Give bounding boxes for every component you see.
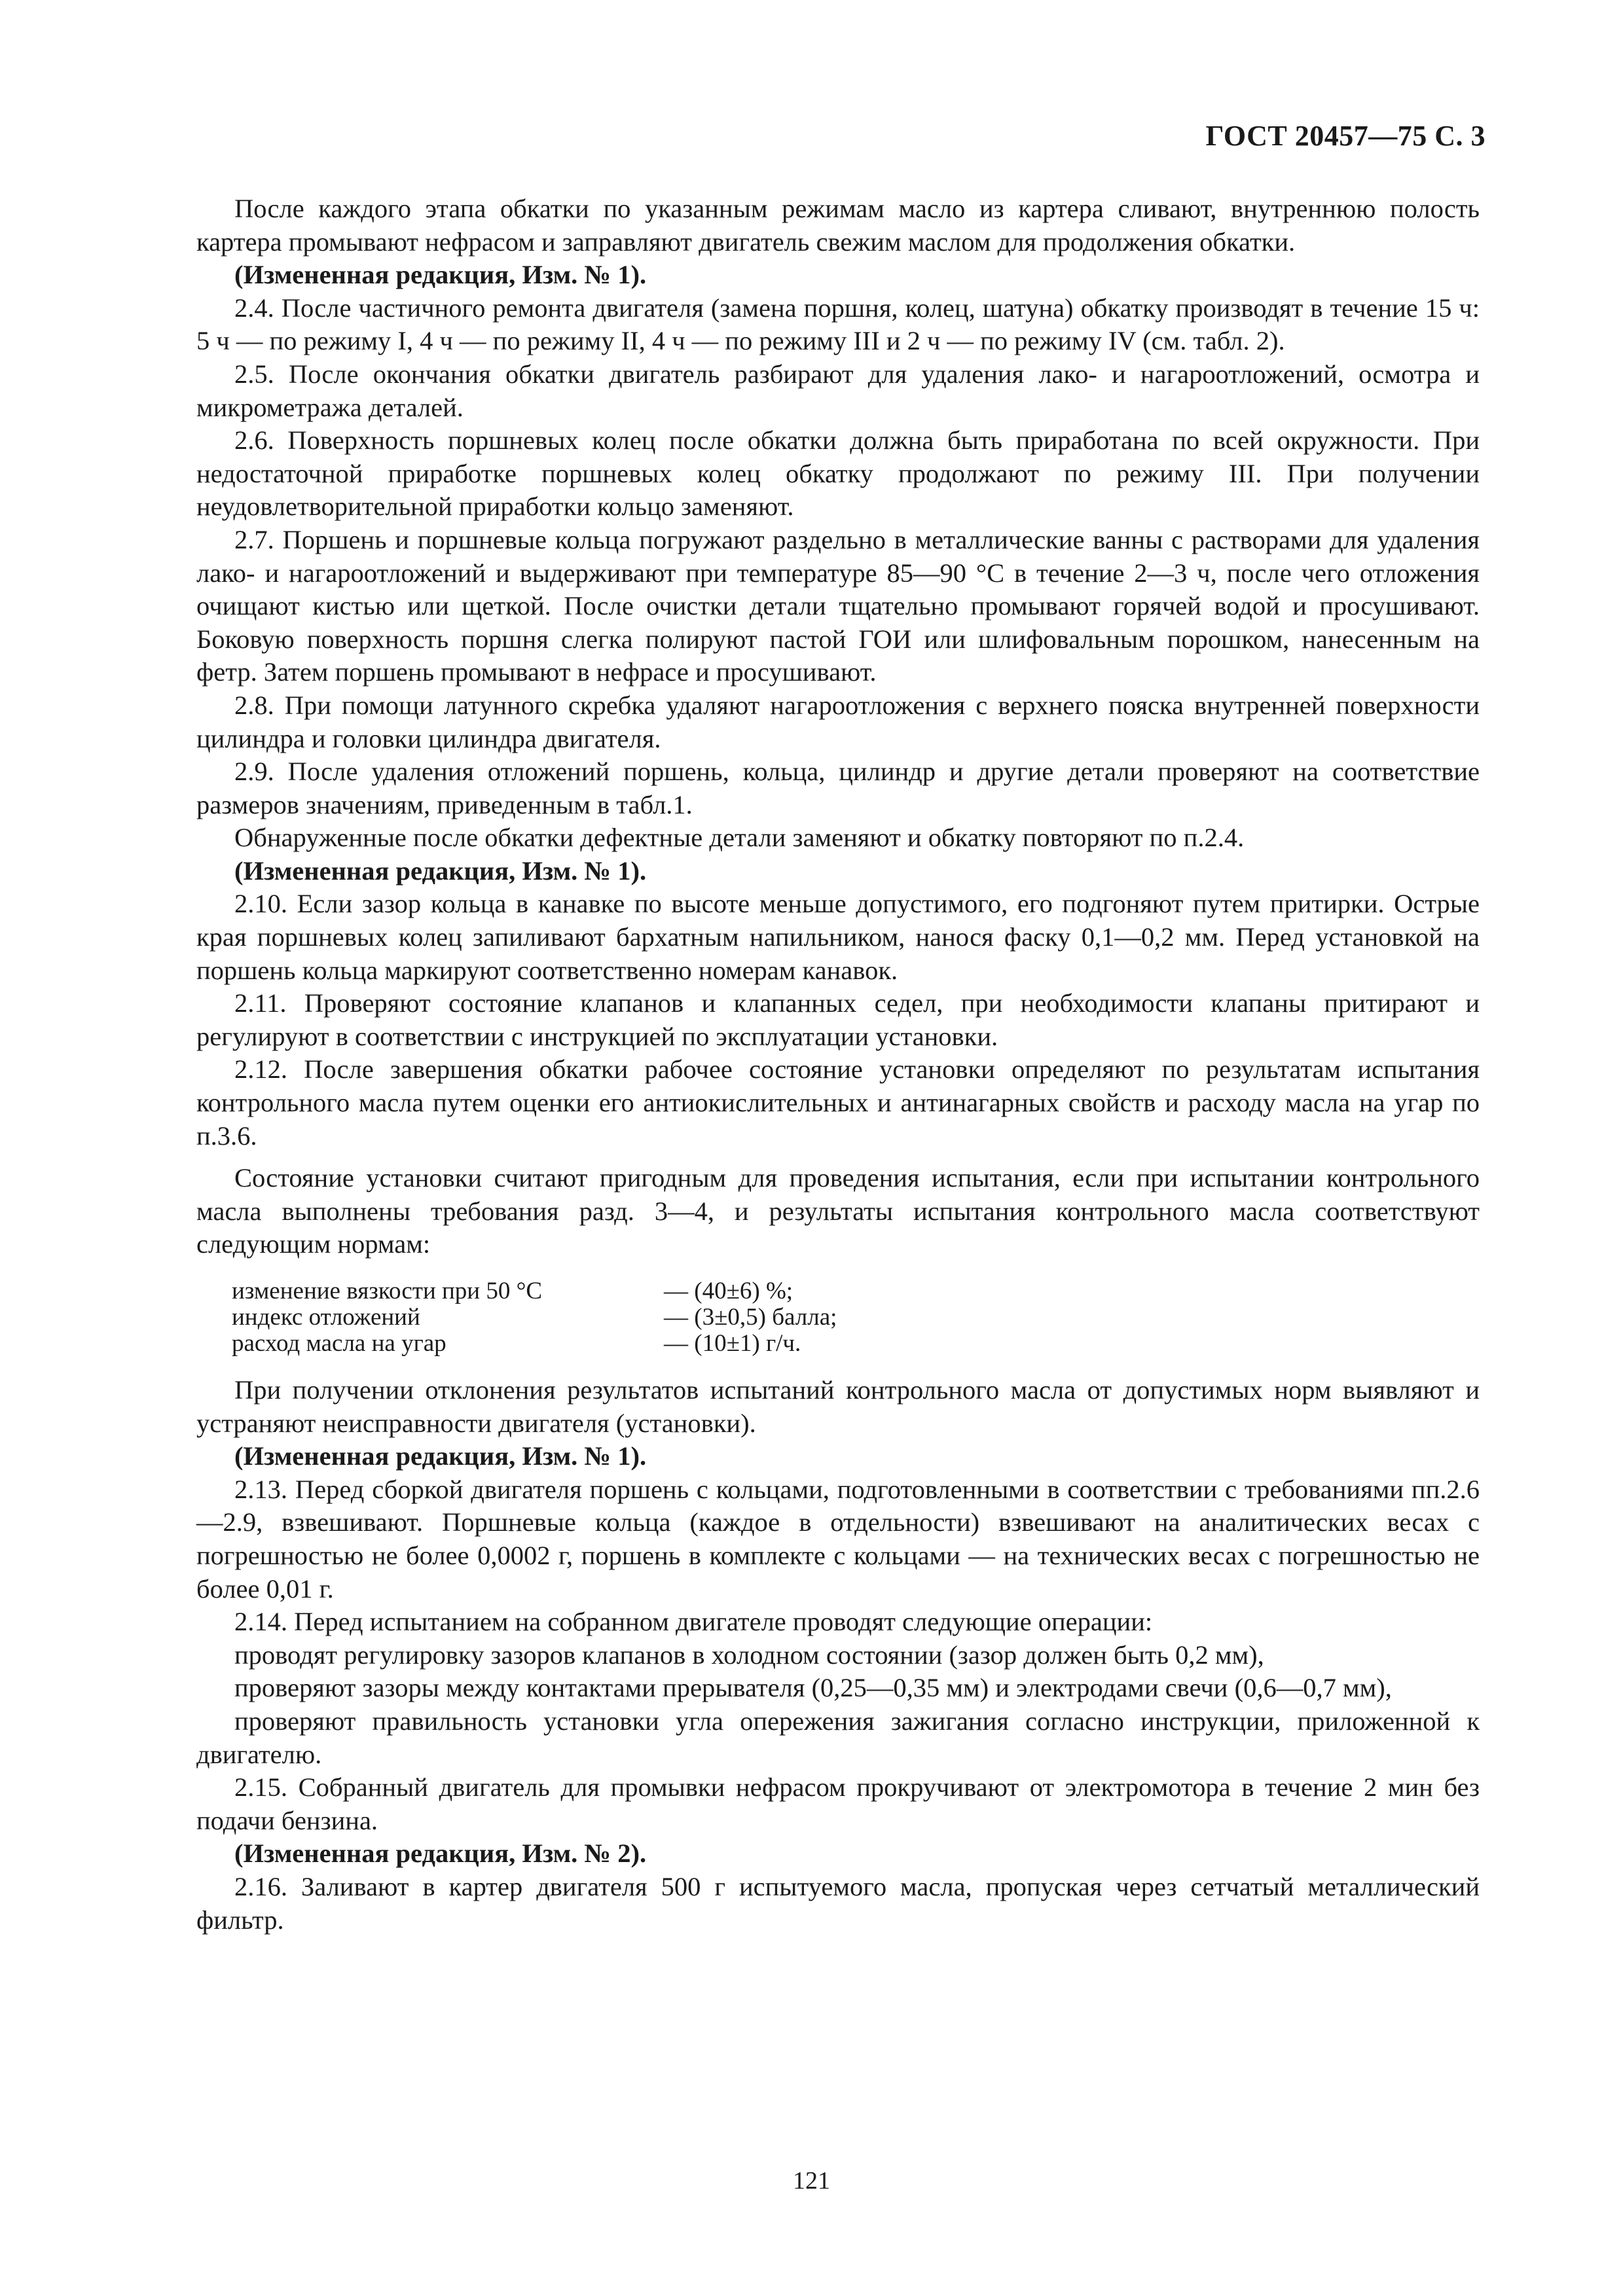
paragraph-2-9: 2.9. После удаления отложений поршень, кольца, цилиндр и другие детали проверяют на соответствие размеров значениям, приведенным в табл.1. [196,757,1480,819]
norm-name: расход масла на угар [232,1330,447,1357]
paragraph: проверяют зазоры между контактами прерывателя (0,25—0,35 мм) и электродами свечи (0,6—0,7 мм), [234,1673,1392,1703]
paragraph: Состояние установки считают пригодным для проведения испытания, если при испытании контрольного масла выполнены требования разд. 3—4, и результаты испытания контрольного масла соответствуют следующим нормам: [196,1163,1480,1259]
norms-table [232,1278,837,1357]
paragraph: проверяют правильность установки угла опережения зажигания согласно инструкции, приложенной к двигателю. [196,1706,1480,1769]
norms-row [232,1304,837,1331]
paragraph: Обнаруженные после обкатки дефектные детали заменяют и обкатку повторяют по п.2.4. [234,823,1245,853]
document-body [196,192,1480,1937]
amendment-note: (Измененная редакция, Изм. № 2). [234,1839,647,1869]
norm-value: — (3±0,5) балла; [664,1304,837,1331]
norm-name: изменение вязкости при 50 °С [232,1278,543,1304]
page-header: ГОСТ 20457—75 С. 3 [1205,120,1486,152]
norms-row [232,1278,837,1304]
norms-row [232,1331,837,1357]
paragraph-2-16: 2.16. Заливают в картер двигателя 500 г испытуемого масла, пропуская через сетчатый металлический фильтр. [196,1871,1480,1935]
paragraph-2-11: 2.11. Проверяют состояние клапанов и клапанных седел, при необходимости клапаны притирают и регулируют в соответствии с инструкцией по эксплуатации установки. [196,988,1480,1051]
paragraph: При получении отклонения результатов испытаний контрольного масла от допустимых норм выявляют и устраняют неисправности двигателя (установки). [196,1375,1480,1438]
paragraph-2-8: 2.8. При помощи латунного скребка удаляют нагароотложения с верхнего пояска внутренней поверхности цилиндра и головки цилиндра двигателя. [196,690,1480,753]
norm-value: — (40±6) %; [664,1278,793,1304]
paragraph: После каждого этапа обкатки по указанным режимам масло из картера сливают, внутреннюю полость картера промывают нефрасом и заправляют двигатель свежим маслом для продолжения обкатки. [196,194,1480,257]
paragraph-2-4: 2.4. После частичного ремонта двигателя (замена поршня, колец, шатуна) обкатку производят в течение 15 ч: 5 ч — по режиму I, 4 ч — по режиму II, 4 ч — по режиму III и 2 ч — по режиму IV (см. табл. 2). [196,293,1480,356]
paragraph-2-7: 2.7. Поршень и поршневые кольца погружают раздельно в металлические ванны с растворами для удаления лако- и нагароотложений и выдерживают при температуре 85—90 °С в течение 2—3 ч, после чего отложения очищают кистью или щеткой. После очистки детали тщательно промывают горячей водой и просушивают. Боковую поверхность поршня слегка полируют пастой ГОИ или шлифовальным порошком, нанесенным на фетр. Затем поршень промывают в нефрасе и просушивают. [196,524,1480,687]
paragraph-2-14: 2.14. Перед испытанием на собранном двигателе проводят следующие операции: [234,1607,1153,1637]
amendment-note: (Измененная редакция, Изм. № 1). [234,260,647,290]
paragraph-2-5: 2.5. После окончания обкатки двигатель разбирают для удаления лако- и нагароотложений, осмотра и микрометража деталей. [196,359,1480,422]
amendment-note: (Измененная редакция, Изм. № 1). [234,1441,647,1471]
norm-name: индекс отложений [232,1304,420,1331]
norm-value: — (10±1) г/ч. [664,1330,801,1357]
paragraph-2-15: 2.15. Собранный двигатель для промывки нефрасом прокручивают от электромотора в течение 2 мин без подачи бензина. [196,1772,1480,1835]
amendment-note: (Измененная редакция, Изм. № 1). [234,855,647,886]
page-number: 121 [793,2167,830,2195]
paragraph-2-13: 2.13. Перед сборкой двигателя поршень с кольцами, подготовленными в соответствии с требованиями пп.2.6—2.9, взвешивают. Поршневые кольца (каждое в отдельности) взвешивают на аналитических весах с погрешностью не более 0,0002 г, поршень в комплекте с кольцами — на технических весах с погрешностью не более 0,01 г. [196,1474,1480,1604]
paragraph-2-12: 2.12. После завершения обкатки рабочее состояние установки определяют по результатам испытания контрольного масла путем оценки его антиокислительных и антинагарных свойств и расходу масла на угар по п.3.6. [196,1054,1480,1151]
paragraph-2-6: 2.6. Поверхность поршневых колец после обкатки должна быть приработана по всей окружности. При недостаточной приработке поршневых колец обкатку продолжают по режиму III. При получении неудовлетворительной приработки кольцо заменяют. [196,425,1480,522]
paragraph: проводят регулировку зазоров клапанов в холодном состоянии (зазор должен быть 0,2 мм), [234,1640,1264,1670]
paragraph-2-10: 2.10. Если зазор кольца в канавке по высоте меньше допустимого, его подгоняют путем притирки. Острые края поршневых колец запиливают бархатным напильником, нанося фаску 0,1—0,2 мм. Перед установкой на поршень кольца маркируют соответственно номерам канавок. [196,889,1480,985]
